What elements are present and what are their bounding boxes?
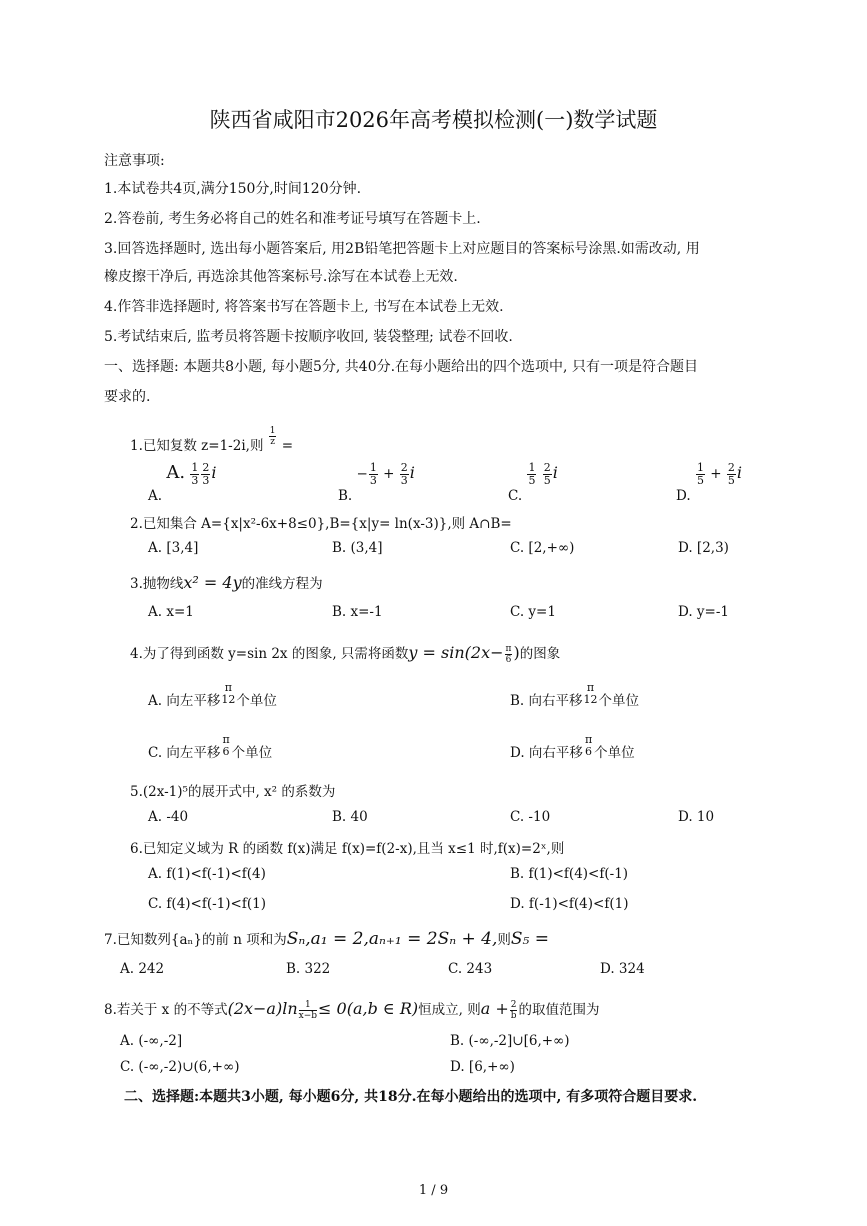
q2-option-c[interactable]: C. [2,+∞) — [510, 540, 575, 556]
option-frac — [190, 462, 199, 487]
option-frac — [584, 682, 598, 706]
q7-stem-post: 则 — [497, 932, 511, 948]
frac-num: 2 — [543, 461, 551, 474]
note-item: 1.本试卷共4页,满分150分,时间120分钟. — [104, 181, 362, 197]
q7-option-b[interactable]: B. 322 — [286, 961, 331, 977]
question-4-stem — [130, 642, 560, 665]
frac-den: 5 — [543, 474, 551, 487]
page-number: 1 / 9 — [418, 1183, 449, 1198]
imaginary-unit: i — [552, 463, 558, 482]
q4-option-d[interactable] — [510, 734, 635, 761]
q3-option-d[interactable]: D. y=-1 — [678, 604, 730, 620]
option-text: 个单位 — [598, 693, 640, 709]
option-frac — [543, 462, 552, 487]
q8-inequality-pre: (2x−a)ln — [227, 999, 298, 1018]
q8-fraction — [299, 1000, 317, 1021]
frac-num: π — [224, 681, 232, 694]
q2-option-b[interactable]: B. (3,4] — [332, 540, 383, 556]
option-frac — [727, 462, 736, 487]
q4-fraction — [505, 644, 513, 665]
q4-stem-post: 的图象 — [519, 646, 561, 662]
page-title: 陕西省咸阳市2026年高考模拟检测(一)数学试题 — [209, 108, 658, 132]
q8-stem-mid: 恒成立, 则 — [418, 1002, 481, 1018]
option-frac — [400, 462, 409, 487]
question-1-stem — [130, 426, 293, 454]
option-letter: C. — [508, 488, 523, 504]
option-frac — [369, 462, 378, 487]
frac-den: 3 — [369, 474, 377, 487]
q8-stem-post: 的取值范围为 — [518, 1002, 600, 1018]
q2-option-a[interactable]: A. [3,4] — [148, 540, 199, 556]
q8-inequality-post: ≤ 0(a,b ∈ R) — [318, 999, 419, 1018]
q4-stem-pre: 4.为了得到函数 y=sin 2x 的图象, 只需将函数 — [130, 646, 409, 662]
frac-den: x−b — [298, 1011, 318, 1021]
q8-option-b[interactable]: B. (-∞,-2]∪[6,+∞) — [450, 1033, 570, 1049]
q8-option-d[interactable]: D. [6,+∞) — [450, 1059, 515, 1075]
question-6-stem: 6.已知定义域为 R 的函数 f(x)满足 f(x)=f(2-x),且当 x≤1 时,f(x)=2ˣ,则 — [130, 841, 565, 857]
frac-num: 1 — [191, 461, 199, 474]
frac-num: 1 — [369, 461, 377, 474]
q8-expr: a + — [480, 999, 509, 1018]
option-letter: B. — [338, 488, 353, 504]
frac-den: 3 — [400, 474, 408, 487]
question-2-stem: 2.已知集合 A={x|x²-6x+8≤0},B={x|y= ln(x-3)},则 A∩B= — [130, 516, 512, 532]
frac-num: 1 — [696, 461, 704, 474]
frac-den: 6 — [505, 655, 512, 665]
frac-num: 1 — [528, 461, 536, 474]
q1-option-d[interactable] — [676, 461, 742, 504]
imaginary-unit: i — [409, 463, 415, 482]
option-plus: + — [383, 466, 395, 482]
frac-den: 6 — [222, 745, 230, 758]
question-7-stem — [104, 928, 549, 949]
q4-option-b[interactable] — [510, 682, 639, 709]
option-plus: + — [710, 466, 722, 482]
option-frac — [696, 462, 705, 487]
q8-option-a[interactable]: A. (-∞,-2] — [120, 1033, 183, 1049]
q6-option-a[interactable]: A. f(1)<f(-1)<f(4) — [148, 866, 266, 882]
frac-den: 12 — [583, 693, 598, 706]
q6-option-c[interactable]: C. f(4)<f(-1)<f(1) — [148, 896, 266, 912]
frac-num: 2 — [400, 461, 408, 474]
q4-function-post: ) — [513, 643, 520, 662]
option-frac — [221, 734, 230, 758]
option-text: A. 向左平移 — [148, 693, 221, 709]
frac-den: 6 — [585, 745, 593, 758]
q3-stem-pre: 3.抛物线 — [130, 576, 184, 592]
option-text: B. 向右平移 — [510, 693, 583, 709]
note-item: 3.回答选择题时, 选出每小题答案后, 用2B铅笔把答题卡上对应题目的答案标号涂黑.如需改动, 用 — [104, 241, 700, 257]
option-text: 个单位 — [236, 693, 277, 709]
q3-option-c[interactable]: C. y=1 — [510, 604, 556, 620]
option-text: 个单位 — [231, 745, 273, 761]
frac-den: 12 — [221, 693, 236, 706]
q1-option-c[interactable] — [508, 461, 558, 504]
q8-option-c[interactable]: C. (-∞,-2)∪(6,+∞) — [120, 1059, 240, 1075]
option-frac — [584, 734, 593, 758]
question-5-stem: 5.(2x-1)⁵的展开式中, x² 的系数为 — [130, 784, 336, 800]
option-letter: A. — [148, 488, 163, 504]
q3-option-b[interactable]: B. x=-1 — [332, 604, 383, 620]
q6-option-d[interactable]: D. f(-1)<f(4)<f(1) — [510, 896, 629, 912]
q7-sequence: Sₙ,a₁ = 2,aₙ₊₁ = 2Sₙ + 4, — [286, 929, 498, 949]
question-3-stem — [130, 572, 323, 592]
q5-option-b[interactable]: B. 40 — [332, 809, 368, 825]
option-letter: D. — [676, 488, 691, 504]
q5-option-c[interactable]: C. -10 — [510, 809, 551, 825]
q1-stem-tail: = — [281, 438, 294, 454]
option-big-label: A. — [166, 462, 186, 483]
frac-den: b — [510, 1011, 517, 1021]
q5-option-a[interactable]: A. -40 — [148, 809, 189, 825]
q7-option-a[interactable]: A. 242 — [120, 961, 165, 977]
q4-option-c[interactable] — [148, 734, 272, 761]
section-heading-cont: 要求的. — [104, 389, 151, 405]
frac-den: 3 — [202, 474, 210, 487]
option-frac — [201, 462, 210, 487]
q7-option-c[interactable]: C. 243 — [448, 961, 493, 977]
note-item: 橡皮擦干净后, 再选涂其他答案标号.涂写在本试卷上无效. — [104, 269, 458, 285]
frac-den: 3 — [191, 474, 199, 487]
frac-num: π — [505, 644, 512, 654]
frac-den: 5 — [727, 474, 735, 487]
frac-num: π — [584, 733, 593, 746]
q3-equation: x² = 4y — [183, 573, 242, 592]
frac-num: 2 — [727, 461, 735, 474]
question-8-stem — [104, 998, 599, 1021]
frac-num: 2 — [202, 461, 210, 474]
imaginary-unit: i — [736, 463, 742, 482]
q7-sum: S₅ = — [510, 929, 549, 949]
q4-option-a[interactable] — [148, 682, 277, 709]
option-text: C. 向左平移 — [148, 745, 221, 761]
q6-option-b[interactable]: B. f(1)<f(4)<f(-1) — [510, 866, 629, 882]
frac-num: 1 — [299, 1000, 317, 1011]
q4-function-pre: y = sin(2x− — [408, 643, 504, 662]
q8-stem-pre: 8.若关于 x 的不等式 — [104, 1002, 228, 1018]
section-heading: 一、选择题: 本题共8小题, 每小题5分, 共40分.在每小题给出的四个选项中, 只有一项是符合题目 — [104, 359, 698, 375]
q3-stem-post: 的准线方程为 — [241, 576, 323, 592]
q8-fraction-2 — [510, 1000, 518, 1021]
q7-stem-pre: 7.已知数列{aₙ}的前 n 项和为 — [104, 932, 287, 948]
option-frac — [527, 462, 536, 487]
imaginary-unit: i — [211, 463, 217, 482]
q3-option-a[interactable]: A. x=1 — [148, 604, 194, 620]
frac-den: 5 — [696, 474, 704, 487]
q1-option-b[interactable] — [338, 461, 415, 504]
q1-frac-den: z — [270, 437, 275, 447]
note-item: 5.考试结束后, 监考员将答题卡按顺序收回, 装袋整理; 试卷不回收. — [104, 329, 513, 345]
q1-frac-num: 1 — [269, 426, 276, 436]
frac-den: 5 — [528, 474, 536, 487]
q1-stem-text: 1.已知复数 z=1-2i,则 — [130, 438, 264, 454]
q1-fraction — [269, 426, 277, 447]
option-frac — [221, 682, 235, 706]
note-item: 4.作答非选择题时, 将答案书写在答题卡上, 书写在本试卷上无效. — [104, 299, 504, 315]
frac-num: 2 — [510, 1000, 517, 1010]
section-2-heading: 二、选择题:本题共3小题, 每小题6分, 共18分.在每小题给出的选项中, 有多项符合题目要求. — [124, 1089, 698, 1105]
q2-option-d[interactable]: D. [2,3) — [678, 540, 729, 556]
option-sign: − — [356, 466, 368, 482]
frac-num: π — [586, 681, 595, 694]
q7-option-d[interactable]: D. 324 — [600, 961, 645, 977]
q5-option-d[interactable]: D. 10 — [678, 809, 715, 825]
note-item: 2.答卷前, 考生务必将自己的姓名和准考证号填写在答题卡上. — [104, 211, 481, 227]
frac-num: π — [222, 733, 230, 746]
option-text: D. 向右平移 — [510, 745, 583, 761]
notes-heading: 注意事项: — [104, 153, 165, 169]
option-text: 个单位 — [594, 745, 635, 761]
q1-option-a[interactable] — [148, 461, 217, 504]
